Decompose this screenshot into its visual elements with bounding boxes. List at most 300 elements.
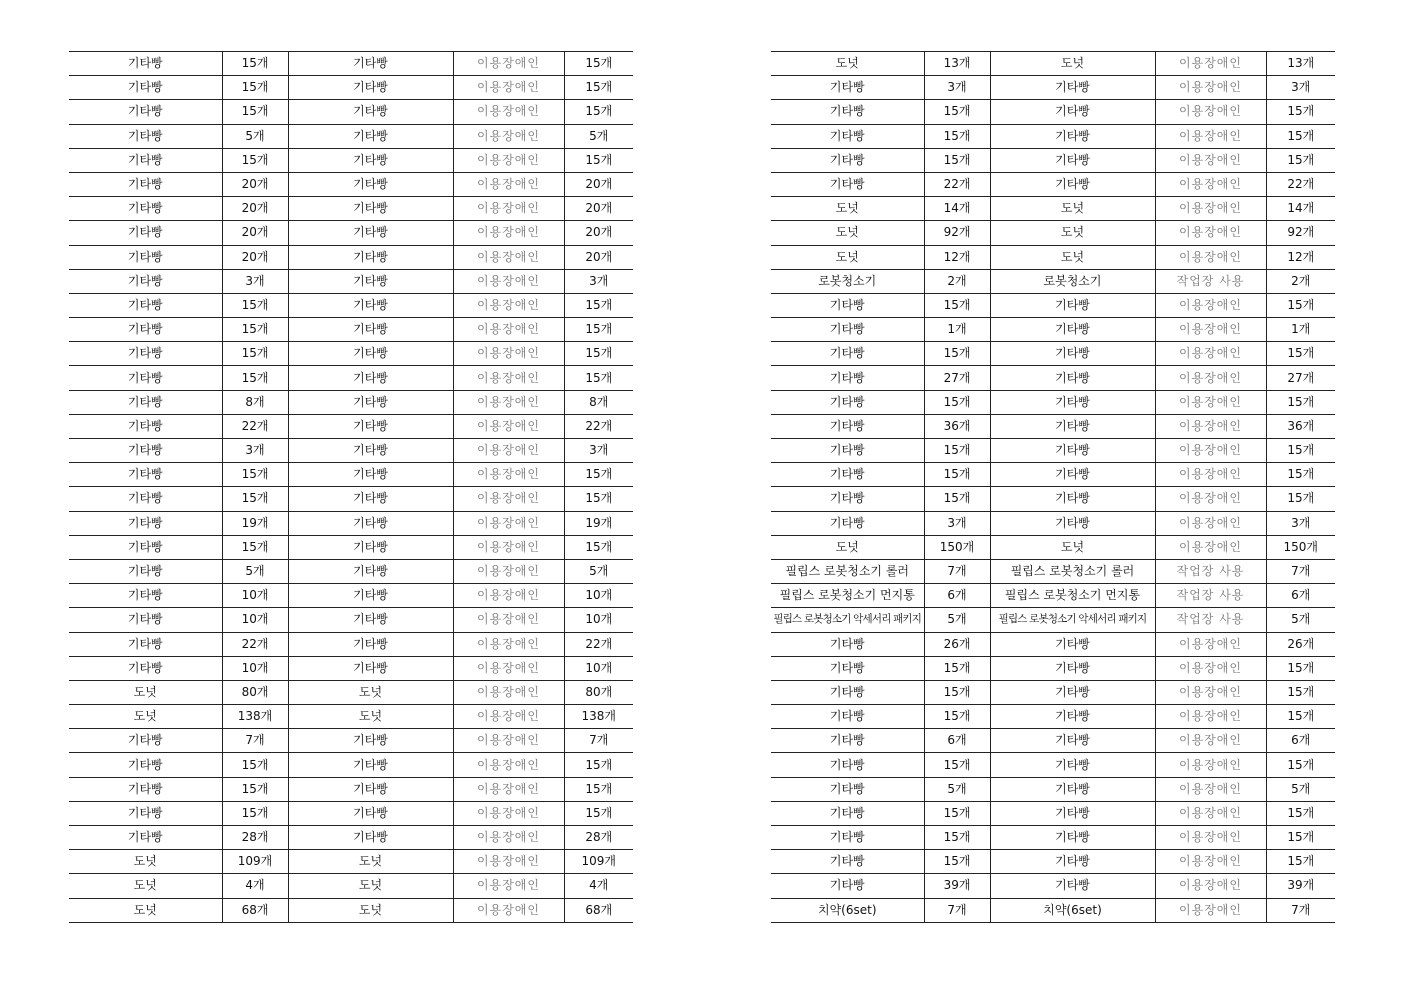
table-row	[69, 124, 633, 148]
item-name-cell: 기타빵	[771, 293, 924, 317]
usage-quantity-cell: 15개	[564, 463, 633, 487]
item-name-cell: 도넛	[69, 705, 222, 729]
quantity-cell: 36개	[924, 414, 990, 438]
usage-purpose-cell: 이용장애인	[1155, 221, 1266, 245]
quantity-cell: 15개	[222, 753, 288, 777]
usage-purpose-cell: 이용장애인	[1155, 826, 1266, 850]
usage-purpose-cell: 이용장애인	[1155, 777, 1266, 801]
usage-item-cell: 기타빵	[288, 124, 453, 148]
item-name-cell: 기타빵	[771, 874, 924, 898]
quantity-cell: 3개	[222, 269, 288, 293]
usage-quantity-cell: 15개	[1266, 342, 1335, 366]
item-name-cell: 기타빵	[69, 511, 222, 535]
usage-purpose-cell: 이용장애인	[453, 463, 564, 487]
usage-quantity-cell: 10개	[564, 656, 633, 680]
item-name-cell: 도넛	[69, 680, 222, 704]
usage-purpose-cell: 이용장애인	[453, 318, 564, 342]
usage-purpose-cell: 이용장애인	[453, 197, 564, 221]
quantity-cell: 20개	[222, 172, 288, 196]
usage-quantity-cell: 20개	[564, 172, 633, 196]
usage-quantity-cell: 15개	[1266, 100, 1335, 124]
quantity-cell: 5개	[222, 124, 288, 148]
usage-item-cell: 기타빵	[288, 777, 453, 801]
item-name-cell: 도넛	[69, 874, 222, 898]
item-name-cell: 기타빵	[771, 705, 924, 729]
usage-purpose-cell: 이용장애인	[453, 777, 564, 801]
usage-item-cell: 기타빵	[990, 463, 1155, 487]
quantity-cell: 15개	[924, 463, 990, 487]
table-row	[771, 148, 1335, 172]
item-name-cell: 기타빵	[69, 197, 222, 221]
item-name-cell: 기타빵	[69, 124, 222, 148]
usage-item-cell: 도넛	[990, 245, 1155, 269]
quantity-cell: 15개	[222, 148, 288, 172]
table-row	[69, 221, 633, 245]
usage-quantity-cell: 15개	[564, 342, 633, 366]
usage-quantity-cell: 20개	[564, 197, 633, 221]
item-name-cell: 기타빵	[69, 342, 222, 366]
usage-item-cell: 기타빵	[288, 729, 453, 753]
usage-quantity-cell: 15개	[1266, 753, 1335, 777]
quantity-cell: 20개	[222, 221, 288, 245]
item-name-cell: 기타빵	[69, 487, 222, 511]
table-row	[771, 535, 1335, 559]
quantity-cell: 15개	[222, 777, 288, 801]
usage-quantity-cell: 15개	[1266, 390, 1335, 414]
item-name-cell: 기타빵	[69, 559, 222, 583]
quantity-cell: 15개	[222, 293, 288, 317]
table-row	[69, 826, 633, 850]
usage-purpose-cell: 작업장 사용	[1155, 269, 1266, 293]
item-name-cell: 기타빵	[771, 850, 924, 874]
item-name-cell: 기타빵	[771, 632, 924, 656]
quantity-cell: 92개	[924, 221, 990, 245]
item-name-cell: 기타빵	[69, 753, 222, 777]
usage-item-cell: 기타빵	[288, 632, 453, 656]
table-row	[69, 874, 633, 898]
usage-item-cell: 기타빵	[288, 414, 453, 438]
donation-table-right	[771, 51, 1335, 923]
item-name-cell: 기타빵	[771, 511, 924, 535]
usage-purpose-cell: 작업장 사용	[1155, 608, 1266, 632]
usage-quantity-cell: 15개	[564, 535, 633, 559]
table-row	[771, 52, 1335, 76]
quantity-cell: 2개	[924, 269, 990, 293]
usage-purpose-cell: 이용장애인	[453, 850, 564, 874]
table-row	[771, 826, 1335, 850]
table-row	[69, 705, 633, 729]
table-row	[69, 342, 633, 366]
usage-quantity-cell: 5개	[564, 124, 633, 148]
usage-purpose-cell: 이용장애인	[1155, 172, 1266, 196]
usage-purpose-cell: 이용장애인	[1155, 705, 1266, 729]
quantity-cell: 3개	[924, 511, 990, 535]
usage-purpose-cell: 이용장애인	[453, 390, 564, 414]
usage-purpose-cell: 이용장애인	[1155, 76, 1266, 100]
item-name-cell: 기타빵	[771, 342, 924, 366]
table-row	[771, 777, 1335, 801]
usage-purpose-cell: 이용장애인	[1155, 753, 1266, 777]
table-row	[69, 269, 633, 293]
item-name-cell: 기타빵	[771, 463, 924, 487]
usage-purpose-cell: 이용장애인	[453, 753, 564, 777]
usage-quantity-cell: 138개	[564, 705, 633, 729]
quantity-cell: 10개	[222, 656, 288, 680]
usage-purpose-cell: 이용장애인	[453, 559, 564, 583]
item-name-cell: 기타빵	[771, 318, 924, 342]
usage-quantity-cell: 15개	[1266, 801, 1335, 825]
usage-item-cell: 기타빵	[288, 487, 453, 511]
table-row	[69, 318, 633, 342]
usage-item-cell: 기타빵	[288, 656, 453, 680]
usage-quantity-cell: 13개	[1266, 52, 1335, 76]
usage-item-cell: 도넛	[288, 874, 453, 898]
quantity-cell: 15개	[924, 656, 990, 680]
usage-quantity-cell: 3개	[564, 439, 633, 463]
usage-quantity-cell: 12개	[1266, 245, 1335, 269]
table-row	[69, 753, 633, 777]
usage-quantity-cell: 15개	[564, 100, 633, 124]
item-name-cell: 기타빵	[69, 390, 222, 414]
table-row	[69, 293, 633, 317]
item-name-cell: 기타빵	[771, 100, 924, 124]
quantity-cell: 15개	[924, 439, 990, 463]
table-row	[69, 680, 633, 704]
table-row	[771, 705, 1335, 729]
item-name-cell: 기타빵	[69, 463, 222, 487]
usage-purpose-cell: 이용장애인	[453, 124, 564, 148]
quantity-cell: 15개	[924, 850, 990, 874]
usage-item-cell: 기타빵	[990, 318, 1155, 342]
usage-item-cell: 기타빵	[990, 100, 1155, 124]
item-name-cell: 기타빵	[771, 390, 924, 414]
usage-item-cell: 기타빵	[288, 390, 453, 414]
usage-item-cell: 도넛	[288, 898, 453, 922]
usage-purpose-cell: 이용장애인	[1155, 148, 1266, 172]
usage-quantity-cell: 15개	[1266, 487, 1335, 511]
quantity-cell: 27개	[924, 366, 990, 390]
table-row	[771, 293, 1335, 317]
item-name-cell: 필립스 로봇청소기 악세서리 패키지	[771, 608, 924, 632]
usage-item-cell: 기타빵	[288, 172, 453, 196]
table-row	[69, 100, 633, 124]
usage-quantity-cell: 150개	[1266, 535, 1335, 559]
usage-quantity-cell: 6개	[1266, 584, 1335, 608]
item-name-cell: 기타빵	[69, 100, 222, 124]
usage-purpose-cell: 이용장애인	[1155, 293, 1266, 317]
quantity-cell: 138개	[222, 705, 288, 729]
usage-item-cell: 기타빵	[990, 487, 1155, 511]
item-name-cell: 치약(6set)	[771, 898, 924, 922]
item-name-cell: 도넛	[771, 52, 924, 76]
usage-quantity-cell: 22개	[564, 632, 633, 656]
usage-purpose-cell: 이용장애인	[453, 148, 564, 172]
quantity-cell: 20개	[222, 245, 288, 269]
usage-quantity-cell: 8개	[564, 390, 633, 414]
item-name-cell: 기타빵	[771, 729, 924, 753]
usage-item-cell: 기타빵	[990, 293, 1155, 317]
usage-quantity-cell: 15개	[1266, 148, 1335, 172]
table-row	[771, 898, 1335, 922]
quantity-cell: 7개	[924, 898, 990, 922]
item-name-cell: 기타빵	[69, 439, 222, 463]
table-row	[69, 197, 633, 221]
item-name-cell: 기타빵	[771, 753, 924, 777]
usage-quantity-cell: 5개	[1266, 777, 1335, 801]
usage-quantity-cell: 2개	[1266, 269, 1335, 293]
item-name-cell: 필립스 로봇청소기 롤러	[771, 559, 924, 583]
table-row	[69, 729, 633, 753]
usage-purpose-cell: 이용장애인	[453, 293, 564, 317]
usage-purpose-cell: 이용장애인	[453, 801, 564, 825]
quantity-cell: 28개	[222, 826, 288, 850]
item-name-cell: 기타빵	[771, 148, 924, 172]
item-name-cell: 도넛	[771, 197, 924, 221]
table-row	[771, 632, 1335, 656]
usage-item-cell: 기타빵	[288, 366, 453, 390]
usage-item-cell: 기타빵	[288, 148, 453, 172]
usage-quantity-cell: 4개	[564, 874, 633, 898]
usage-item-cell: 필립스 로봇청소기 롤러	[990, 559, 1155, 583]
usage-item-cell: 기타빵	[990, 148, 1155, 172]
quantity-cell: 15개	[222, 318, 288, 342]
usage-purpose-cell: 이용장애인	[1155, 100, 1266, 124]
usage-item-cell: 기타빵	[288, 559, 453, 583]
usage-purpose-cell: 이용장애인	[453, 414, 564, 438]
usage-item-cell: 기타빵	[288, 801, 453, 825]
table-row	[69, 850, 633, 874]
usage-quantity-cell: 10개	[564, 584, 633, 608]
item-name-cell: 기타빵	[69, 777, 222, 801]
usage-item-cell: 기타빵	[990, 342, 1155, 366]
item-name-cell: 필립스 로봇청소기 먼지통	[771, 584, 924, 608]
quantity-cell: 3개	[222, 439, 288, 463]
table-row	[771, 100, 1335, 124]
item-name-cell: 기타빵	[69, 269, 222, 293]
table-row	[771, 584, 1335, 608]
quantity-cell: 15개	[222, 52, 288, 76]
usage-item-cell: 기타빵	[990, 172, 1155, 196]
usage-quantity-cell: 15개	[1266, 439, 1335, 463]
usage-quantity-cell: 15개	[564, 293, 633, 317]
usage-quantity-cell: 7개	[1266, 559, 1335, 583]
item-name-cell: 기타빵	[771, 656, 924, 680]
table-row	[771, 318, 1335, 342]
table-row	[771, 559, 1335, 583]
quantity-cell: 15개	[222, 463, 288, 487]
usage-purpose-cell: 이용장애인	[453, 535, 564, 559]
usage-quantity-cell: 3개	[1266, 76, 1335, 100]
usage-quantity-cell: 80개	[564, 680, 633, 704]
item-name-cell: 기타빵	[771, 172, 924, 196]
quantity-cell: 15개	[222, 366, 288, 390]
usage-item-cell: 기타빵	[990, 632, 1155, 656]
usage-purpose-cell: 이용장애인	[453, 269, 564, 293]
usage-quantity-cell: 15개	[564, 753, 633, 777]
table-row	[69, 511, 633, 535]
usage-purpose-cell: 이용장애인	[453, 608, 564, 632]
table-row	[771, 608, 1335, 632]
usage-quantity-cell: 19개	[564, 511, 633, 535]
usage-item-cell: 도넛	[990, 221, 1155, 245]
usage-purpose-cell: 이용장애인	[453, 52, 564, 76]
usage-item-cell: 기타빵	[288, 753, 453, 777]
usage-purpose-cell: 이용장애인	[1155, 511, 1266, 535]
quantity-cell: 15개	[924, 826, 990, 850]
item-name-cell: 기타빵	[771, 801, 924, 825]
table-row	[771, 439, 1335, 463]
usage-quantity-cell: 68개	[564, 898, 633, 922]
usage-quantity-cell: 15개	[1266, 850, 1335, 874]
table-row	[771, 850, 1335, 874]
table-row	[771, 874, 1335, 898]
quantity-cell: 15개	[924, 753, 990, 777]
usage-purpose-cell: 이용장애인	[1155, 680, 1266, 704]
item-name-cell: 기타빵	[69, 366, 222, 390]
usage-item-cell: 기타빵	[288, 269, 453, 293]
usage-item-cell: 기타빵	[288, 197, 453, 221]
quantity-cell: 1개	[924, 318, 990, 342]
usage-purpose-cell: 이용장애인	[453, 221, 564, 245]
usage-purpose-cell: 이용장애인	[1155, 850, 1266, 874]
donation-table-left	[69, 51, 633, 923]
usage-quantity-cell: 15개	[1266, 656, 1335, 680]
quantity-cell: 15개	[924, 705, 990, 729]
quantity-cell: 7개	[222, 729, 288, 753]
table-body-right	[771, 52, 1335, 923]
quantity-cell: 12개	[924, 245, 990, 269]
item-name-cell: 기타빵	[69, 414, 222, 438]
table-row	[771, 729, 1335, 753]
usage-item-cell: 기타빵	[990, 826, 1155, 850]
usage-item-cell: 기타빵	[288, 293, 453, 317]
usage-quantity-cell: 15개	[1266, 293, 1335, 317]
item-name-cell: 도넛	[771, 245, 924, 269]
usage-purpose-cell: 이용장애인	[1155, 487, 1266, 511]
usage-purpose-cell: 이용장애인	[1155, 390, 1266, 414]
quantity-cell: 20개	[222, 197, 288, 221]
usage-item-cell: 필립스 로봇청소기 악세서리 패키지	[990, 608, 1155, 632]
item-name-cell: 기타빵	[69, 729, 222, 753]
table-row	[771, 801, 1335, 825]
usage-quantity-cell: 15개	[1266, 826, 1335, 850]
usage-purpose-cell: 이용장애인	[1155, 463, 1266, 487]
usage-purpose-cell: 이용장애인	[1155, 342, 1266, 366]
table-row	[771, 463, 1335, 487]
quantity-cell: 26개	[924, 632, 990, 656]
usage-item-cell: 기타빵	[288, 511, 453, 535]
table-row	[771, 680, 1335, 704]
usage-purpose-cell: 이용장애인	[453, 729, 564, 753]
table-row	[771, 245, 1335, 269]
usage-item-cell: 기타빵	[288, 318, 453, 342]
usage-quantity-cell: 14개	[1266, 197, 1335, 221]
item-name-cell: 기타빵	[771, 680, 924, 704]
usage-quantity-cell: 6개	[1266, 729, 1335, 753]
usage-item-cell: 기타빵	[288, 52, 453, 76]
table-row	[771, 197, 1335, 221]
table-row	[771, 76, 1335, 100]
usage-item-cell: 도넛	[990, 52, 1155, 76]
usage-quantity-cell: 28개	[564, 826, 633, 850]
usage-item-cell: 기타빵	[288, 535, 453, 559]
usage-item-cell: 도넛	[990, 535, 1155, 559]
usage-quantity-cell: 20개	[564, 245, 633, 269]
usage-quantity-cell: 5개	[564, 559, 633, 583]
usage-purpose-cell: 이용장애인	[1155, 414, 1266, 438]
quantity-cell: 150개	[924, 535, 990, 559]
table-body-left	[69, 52, 633, 923]
table-row	[771, 366, 1335, 390]
item-name-cell: 기타빵	[69, 172, 222, 196]
quantity-cell: 15개	[924, 487, 990, 511]
table-row	[69, 584, 633, 608]
usage-quantity-cell: 15개	[1266, 124, 1335, 148]
usage-item-cell: 기타빵	[990, 124, 1155, 148]
usage-purpose-cell: 이용장애인	[453, 172, 564, 196]
usage-purpose-cell: 이용장애인	[1155, 245, 1266, 269]
quantity-cell: 15개	[924, 390, 990, 414]
quantity-cell: 15개	[222, 801, 288, 825]
table-row	[69, 898, 633, 922]
usage-item-cell: 도넛	[288, 705, 453, 729]
usage-purpose-cell: 이용장애인	[1155, 656, 1266, 680]
table-row	[771, 656, 1335, 680]
usage-purpose-cell: 이용장애인	[453, 680, 564, 704]
usage-quantity-cell: 7개	[564, 729, 633, 753]
table-row	[69, 414, 633, 438]
quantity-cell: 15개	[924, 293, 990, 317]
usage-purpose-cell: 이용장애인	[1155, 801, 1266, 825]
table-row	[69, 535, 633, 559]
usage-item-cell: 기타빵	[990, 76, 1155, 100]
usage-purpose-cell: 이용장애인	[1155, 366, 1266, 390]
table-row	[69, 559, 633, 583]
item-name-cell: 기타빵	[771, 414, 924, 438]
usage-purpose-cell: 이용장애인	[1155, 874, 1266, 898]
item-name-cell: 기타빵	[771, 124, 924, 148]
usage-quantity-cell: 109개	[564, 850, 633, 874]
quantity-cell: 109개	[222, 850, 288, 874]
usage-quantity-cell: 15개	[564, 801, 633, 825]
usage-quantity-cell: 22개	[564, 414, 633, 438]
quantity-cell: 10개	[222, 584, 288, 608]
usage-item-cell: 기타빵	[990, 680, 1155, 704]
usage-purpose-cell: 이용장애인	[1155, 535, 1266, 559]
item-name-cell: 기타빵	[69, 535, 222, 559]
usage-purpose-cell: 이용장애인	[1155, 52, 1266, 76]
usage-item-cell: 기타빵	[288, 439, 453, 463]
table-row	[771, 414, 1335, 438]
usage-item-cell: 기타빵	[990, 390, 1155, 414]
usage-quantity-cell: 39개	[1266, 874, 1335, 898]
quantity-cell: 5개	[924, 777, 990, 801]
item-name-cell: 기타빵	[69, 221, 222, 245]
usage-quantity-cell: 1개	[1266, 318, 1335, 342]
table-row	[69, 366, 633, 390]
usage-quantity-cell: 15개	[564, 366, 633, 390]
usage-quantity-cell: 15개	[564, 777, 633, 801]
quantity-cell: 19개	[222, 511, 288, 535]
usage-quantity-cell: 15개	[564, 76, 633, 100]
usage-item-cell: 기타빵	[288, 100, 453, 124]
table-row	[771, 172, 1335, 196]
item-name-cell: 도넛	[771, 221, 924, 245]
usage-purpose-cell: 이용장애인	[1155, 729, 1266, 753]
usage-item-cell: 기타빵	[990, 753, 1155, 777]
table-row	[69, 632, 633, 656]
quantity-cell: 15개	[924, 100, 990, 124]
